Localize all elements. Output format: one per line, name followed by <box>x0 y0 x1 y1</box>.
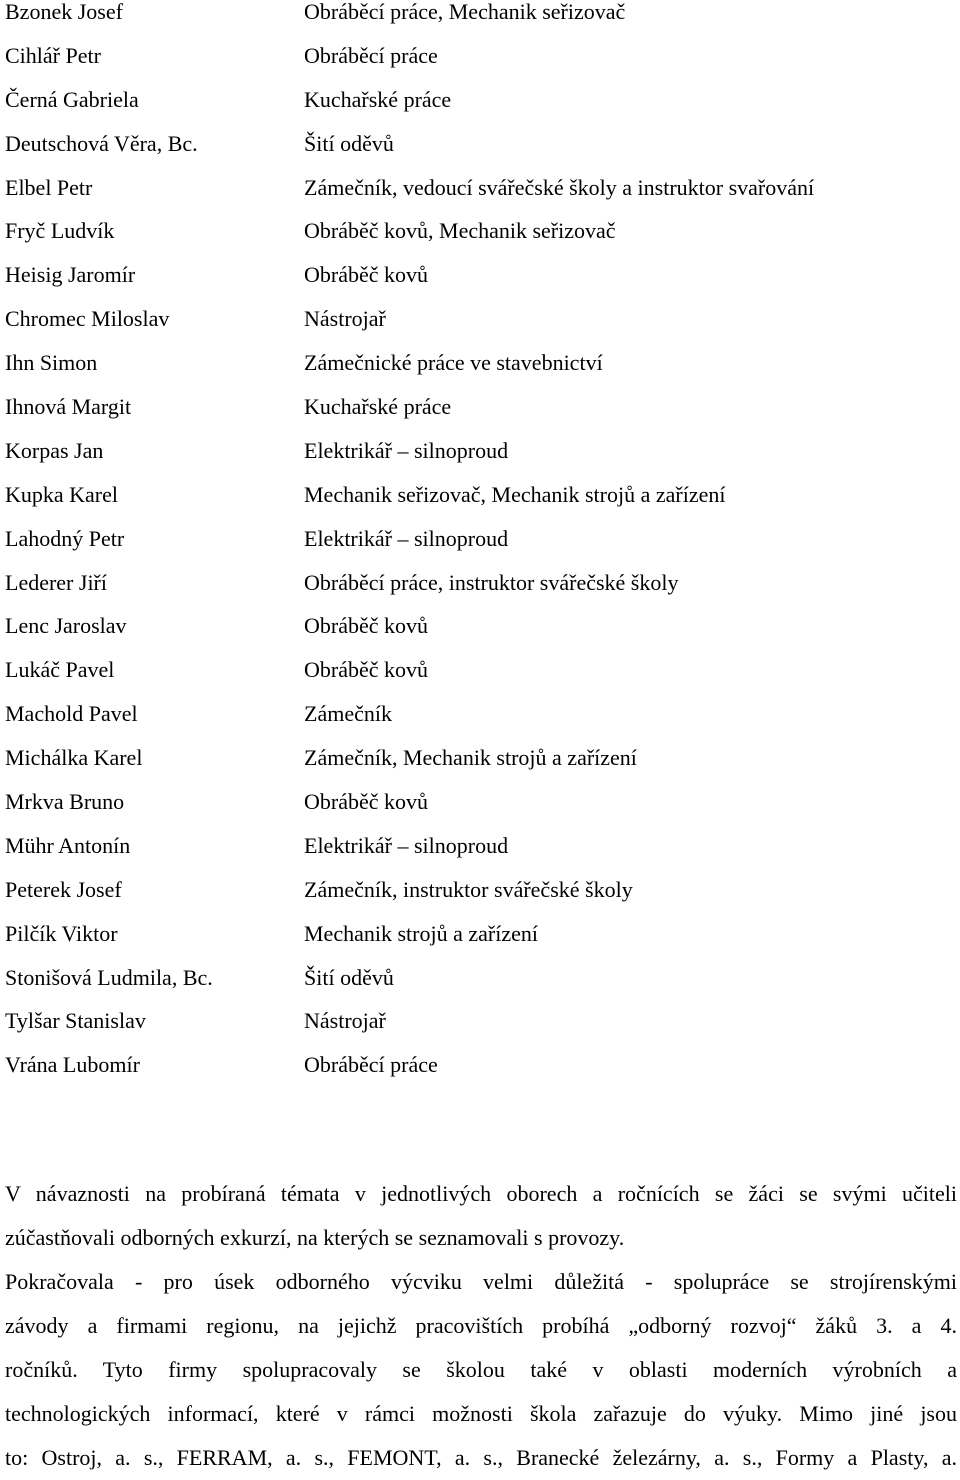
staff-row <box>5 341 955 385</box>
staff-list <box>5 0 955 1087</box>
staff-row <box>5 385 955 429</box>
staff-row <box>5 209 955 253</box>
staff-row <box>5 912 955 956</box>
staff-name: Lenc Jaroslav <box>5 613 127 639</box>
staff-row <box>5 1043 955 1087</box>
paragraph-line: technologických informací, které v rámci možnosti škola zařazuje do výuky. Mimo jiné jsou <box>5 1401 957 1426</box>
staff-name: Pilčík Viktor <box>5 920 118 946</box>
staff-field: Zámečník, vedoucí svářečské školy a instruktor svařování <box>304 174 815 200</box>
staff-field: Obráběč kovů <box>304 657 429 683</box>
staff-field: Obráběcí práce, Mechanik seřizovač <box>304 0 626 24</box>
staff-field: Elektrikář – silnoproud <box>304 832 509 858</box>
staff-name: Mühr Antonín <box>5 832 131 858</box>
staff-row <box>5 517 955 561</box>
staff-field: Zámečník <box>304 701 392 727</box>
staff-row <box>5 648 955 692</box>
staff-field: Obráběč kovů <box>304 613 429 639</box>
staff-field: Nástrojař <box>304 306 386 332</box>
staff-name: Lukáč Pavel <box>5 657 115 683</box>
staff-field: Mechanik strojů a zařízení <box>304 920 538 946</box>
staff-name: Kupka Karel <box>5 481 119 507</box>
staff-field: Zámečník, instruktor svářečské školy <box>304 876 633 902</box>
staff-name: Ihn Simon <box>5 350 98 376</box>
paragraph-line: V návaznosti na probíraná témata v jednotlivých oborech a ročnících se žáci se svými učiteli <box>5 1181 957 1206</box>
staff-field: Obráběcí práce <box>304 1052 438 1078</box>
staff-row <box>5 956 955 1000</box>
staff-row <box>5 604 955 648</box>
staff-row <box>5 692 955 736</box>
staff-name: Fryč Ludvík <box>5 218 115 244</box>
staff-field: Kuchařské práce <box>304 394 452 420</box>
staff-row <box>5 122 955 166</box>
staff-name: Heisig Jaromír <box>5 262 136 288</box>
staff-row <box>5 253 955 297</box>
staff-row <box>5 736 955 780</box>
staff-field: Obráběcí práce, instruktor svářečské školy <box>304 569 679 595</box>
staff-row <box>5 166 955 210</box>
staff-field: Obráběcí práce <box>304 42 438 68</box>
staff-name: Elbel Petr <box>5 174 93 200</box>
staff-name: Machold Pavel <box>5 701 138 727</box>
staff-field: Mechanik seřizovač, Mechanik strojů a zařízení <box>304 481 726 507</box>
staff-name: Peterek Josef <box>5 876 122 902</box>
staff-name: Bzonek Josef <box>5 0 123 24</box>
paragraph-line: závody a firmami regionu, na jejichž pracovištích probíhá „odborný rozvoj“ žáků 3. a 4. <box>5 1313 957 1338</box>
staff-name: Černá Gabriela <box>5 86 139 112</box>
staff-field: Zámečník, Mechanik strojů a zařízení <box>304 745 637 771</box>
staff-name: Ihnová Margit <box>5 394 132 420</box>
paragraph-line: zúčastňovali odborných exkurzí, na kterých se seznamovali s provozy. <box>5 1225 625 1250</box>
staff-field: Nástrojař <box>304 1008 386 1034</box>
staff-row <box>5 999 955 1043</box>
staff-name: Cihlář Petr <box>5 42 101 68</box>
paragraph-line: to: Ostroj, a. s., FERRAM, a. s., FEMONT, a. s., Branecké železárny, a. s., Formy a Plasty, a. <box>5 1445 957 1470</box>
staff-row <box>5 34 955 78</box>
staff-field: Obráběč kovů, Mechanik seřizovač <box>304 218 616 244</box>
body-paragraph <box>5 1172 957 1480</box>
staff-row <box>5 868 955 912</box>
staff-field: Obráběč kovů <box>304 262 429 288</box>
staff-name: Tylšar Stanislav <box>5 1008 146 1034</box>
staff-field: Elektrikář – silnoproud <box>304 437 509 463</box>
paragraph-line: Pokračovala - pro úsek odborného výcviku velmi důležitá - spolupráce se strojírenskými <box>5 1269 957 1294</box>
staff-name: Stonišová Ludmila, Bc. <box>5 964 213 990</box>
staff-field: Zámečnické práce ve stavebnictví <box>304 350 603 376</box>
staff-row <box>5 561 955 605</box>
staff-field: Obráběč kovů <box>304 789 429 815</box>
staff-field: Elektrikář – silnoproud <box>304 525 509 551</box>
staff-name: Korpas Jan <box>5 437 104 463</box>
staff-name: Vrána Lubomír <box>5 1052 140 1078</box>
staff-row <box>5 473 955 517</box>
staff-field: Kuchařské práce <box>304 86 452 112</box>
staff-row <box>5 78 955 122</box>
staff-name: Michálka Karel <box>5 745 143 771</box>
paragraph-line: ročníků. Tyto firmy spolupracovaly se školou také v oblasti moderních výrobních a <box>5 1357 957 1382</box>
staff-row <box>5 780 955 824</box>
staff-name: Chromec Miloslav <box>5 306 170 332</box>
staff-row <box>5 429 955 473</box>
staff-name: Deutschová Věra, Bc. <box>5 130 198 156</box>
staff-field: Šití oděvů <box>304 130 394 156</box>
staff-row <box>5 297 955 341</box>
staff-field: Šití oděvů <box>304 964 394 990</box>
staff-row <box>5 0 955 34</box>
staff-name: Mrkva Bruno <box>5 789 125 815</box>
staff-name: Lederer Jiří <box>5 569 107 595</box>
staff-row <box>5 824 955 868</box>
staff-name: Lahodný Petr <box>5 525 125 551</box>
